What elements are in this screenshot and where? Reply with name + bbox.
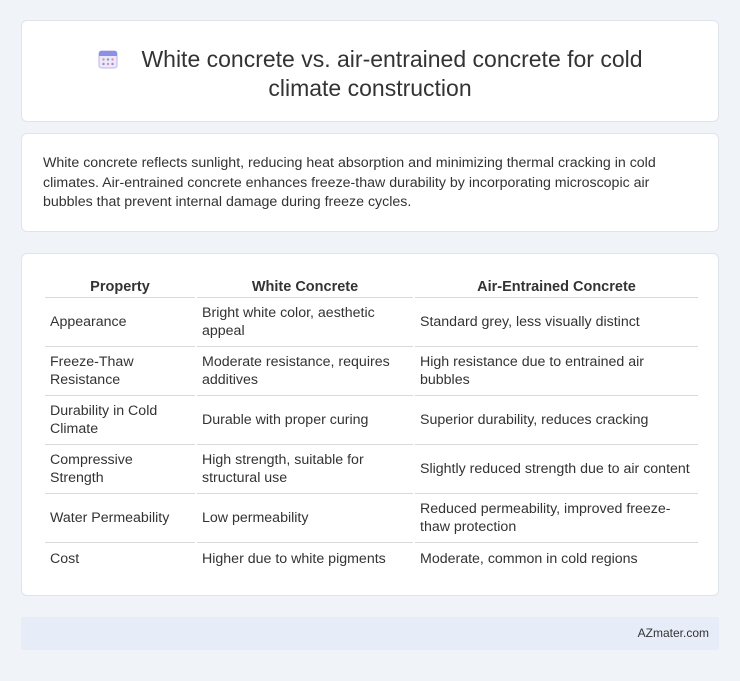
page-title-line-2: climate construction (268, 75, 472, 101)
row-air-entrained: High resistance due to entrained air bubbles (415, 347, 698, 396)
table-row (45, 445, 698, 494)
row-air-entrained: Moderate, common in cold regions (420, 551, 638, 567)
row-white-concrete: Bright white color, aesthetic appeal (197, 298, 413, 347)
table-row (45, 494, 698, 543)
row-property: Cost (50, 551, 80, 567)
row-air-entrained: Reduced permeability, improved freeze-thaw protection (415, 494, 698, 543)
header-white-concrete: White Concrete (197, 276, 413, 298)
intro-card (21, 133, 719, 232)
row-property: Appearance (45, 298, 195, 347)
comparison-card (21, 253, 719, 596)
row-white-concrete: Moderate resistance, requires additives (197, 347, 413, 396)
row-property: Freeze-Thaw Resistance (45, 347, 195, 396)
calendar-icon (97, 48, 119, 70)
comparison-table (43, 276, 700, 575)
footer-site-link[interactable]: AZmater.com (637, 626, 709, 640)
row-white-concrete: Durable with proper curing (197, 396, 413, 445)
row-air-entrained: Superior durability, reduces cracking (415, 396, 698, 445)
table-row (45, 298, 698, 347)
footer-bar (21, 617, 719, 650)
row-property: Compressive Strength (45, 445, 195, 494)
title-card (21, 20, 719, 122)
table-header-row (45, 276, 698, 298)
row-air-entrained: Standard grey, less visually distinct (415, 298, 698, 347)
table-row (45, 347, 698, 396)
row-property: Water Permeability (45, 494, 195, 543)
row-white-concrete: High strength, suitable for structural use (197, 445, 413, 494)
row-property: Durability in Cold Climate (45, 396, 195, 445)
page-title-line-1 (22, 45, 718, 74)
row-white-concrete: Higher due to white pigments (202, 551, 386, 567)
intro-paragraph: White concrete reflects sunlight, reducing heat absorption and minimizing thermal cracking in cold climates. Air-entrained concrete enhances freeze-thaw durability by incorporating microscopic air bubbles that prevent internal damage during freeze cycles. (43, 155, 656, 210)
header-air-entrained-concrete: Air-Entrained Concrete (415, 276, 698, 298)
row-white-concrete: Low permeability (197, 494, 413, 543)
table-row (45, 396, 698, 445)
page-title (22, 45, 718, 103)
row-air-entrained: Slightly reduced strength due to air content (415, 445, 698, 494)
title-text-1: White concrete vs. air-entrained concrete for cold (141, 46, 643, 72)
header-property: Property (45, 276, 195, 298)
table-row (45, 543, 698, 575)
